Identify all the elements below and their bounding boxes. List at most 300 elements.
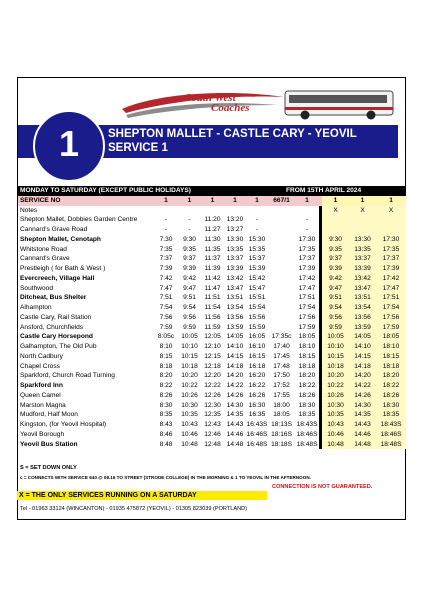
time-cell: 13:35	[226, 245, 244, 253]
time-cell: 17:47	[298, 284, 316, 292]
time-cell: 14:05	[349, 332, 376, 342]
time-cell: 14:48	[349, 440, 376, 450]
time-cell: 18:05	[273, 411, 290, 419]
stop-name: Cannard's Grave	[20, 255, 70, 263]
stop-row	[18, 362, 406, 372]
stop-name: Ansford, Churchfields	[20, 323, 84, 331]
time-cell: 9:59	[183, 323, 196, 331]
time-cell: 7:30	[159, 235, 173, 243]
time-cell: 7:59	[159, 323, 173, 331]
stop-name: Castle Cary, Rail Station	[20, 313, 92, 321]
time-cell	[154, 206, 178, 216]
stop-name: Yeovil Bus Station	[20, 440, 78, 448]
stop-row	[18, 215, 406, 225]
route-title-block	[108, 127, 357, 155]
stop-name: Yeovil Borough	[20, 430, 65, 438]
time-cell: 12:26	[204, 391, 221, 399]
time-cell: 11:20	[204, 216, 221, 224]
time-cell: 12:30	[204, 401, 221, 409]
time-cell: 18:16S	[271, 430, 292, 438]
time-cell: 10:30	[322, 401, 349, 411]
stop-name: Southwood	[20, 284, 53, 292]
time-cell: 15:39	[248, 265, 266, 272]
time-cell: 14:15	[226, 352, 244, 360]
stop-name: Castle Cary Horsepond	[20, 333, 93, 341]
time-cell: 11:59	[204, 323, 221, 331]
time-cell: 1	[201, 196, 224, 206]
route-number: 1	[58, 123, 80, 164]
time-cell: 14:26	[226, 391, 244, 399]
time-cell	[376, 215, 406, 225]
time-cell: 1	[224, 196, 246, 206]
time-cell: 18:30	[298, 401, 316, 409]
time-cell: 16:22	[248, 382, 266, 389]
time-cell	[224, 206, 246, 216]
service-number-row	[18, 196, 406, 206]
time-cell: 16:05	[248, 333, 266, 341]
stop-name: Cannard's Grave Road	[20, 226, 88, 233]
time-cell: 13:47	[226, 284, 244, 292]
time-cell: 16:46S	[246, 430, 268, 438]
time-cell: 17:30	[376, 235, 406, 245]
time-cell: 13:35	[349, 245, 376, 255]
time-cell: 14:05	[226, 333, 244, 341]
time-cell: 9:37	[183, 255, 196, 263]
telephone-line: Tel - 01963 33124 (WINCANTON) - 01935 475872 (YEOVIL) - 01305 823039 (PORTLAND)	[20, 506, 248, 512]
time-cell: 13:51	[226, 294, 244, 302]
time-cell	[178, 206, 201, 216]
time-cell: 16:43S	[246, 421, 268, 428]
time-cell	[349, 225, 376, 235]
time-cell: 9:39	[322, 264, 349, 274]
time-cell	[349, 215, 376, 225]
time-cell	[322, 215, 349, 225]
time-cell: 10:35	[322, 410, 349, 420]
time-cell: 18:43S	[296, 421, 318, 428]
time-cell: 13:30	[349, 235, 376, 245]
time-cell: 17:51	[376, 293, 406, 303]
time-cell: 7:54	[159, 304, 173, 311]
time-cell: 8:18	[159, 362, 173, 370]
time-cell: 16:10	[248, 343, 266, 350]
time-cell: 8:46	[159, 430, 173, 438]
time-cell: 1	[246, 196, 268, 206]
time-cell: 7:47	[159, 284, 173, 292]
stop-row	[18, 440, 406, 450]
time-cell: 11:56	[204, 313, 221, 321]
bus-icon	[283, 88, 396, 121]
time-cell: 8:15	[159, 352, 173, 360]
stop-name: Shepton Mallet, Cenotaph	[20, 235, 101, 243]
time-cell: 13:30	[226, 235, 244, 243]
time-cell: 12:48	[204, 440, 221, 448]
time-cell	[295, 206, 319, 216]
time-cell: 10:05	[181, 333, 198, 341]
stop-name: Sparkford, Church Road Turning	[20, 372, 115, 380]
stop-name: Evercreech, Village Hall	[20, 274, 95, 282]
time-cell: 17:56	[298, 313, 316, 321]
time-cell: 7:39	[159, 265, 173, 272]
time-cell: 16:26	[248, 391, 266, 399]
time-cell: 9:56	[322, 313, 349, 323]
time-cell: 17:59	[298, 323, 316, 331]
time-cell: 15:42	[248, 274, 266, 282]
time-cell	[268, 215, 295, 225]
time-cell	[268, 313, 295, 323]
time-cell: 9:30	[183, 235, 196, 243]
time-cell: 14:20	[349, 371, 376, 381]
time-cell: 17:30	[298, 235, 316, 243]
time-cell: 14:10	[349, 342, 376, 352]
time-cell: 11:47	[204, 284, 221, 292]
time-cell: 15:30	[248, 235, 266, 243]
time-cell: 10:10	[322, 342, 349, 352]
time-cell: 18:05	[298, 333, 316, 341]
time-cell: -	[305, 216, 309, 224]
time-cell: 10:20	[322, 371, 349, 381]
time-cell: 13:37	[349, 254, 376, 264]
time-cell: 1	[322, 196, 349, 206]
time-cell: 10:22	[181, 382, 198, 389]
logo-line2: Coaches	[211, 102, 250, 114]
time-cell: 14:30	[226, 401, 244, 409]
time-cell: 13:20	[226, 216, 244, 224]
time-cell: 11:35	[204, 245, 221, 253]
time-cell: 14:43	[226, 421, 244, 428]
time-cell: 14:22	[226, 382, 244, 389]
time-cell: 10:43	[322, 420, 349, 430]
time-cell: 8:48	[159, 440, 173, 448]
time-cell: 10:48	[181, 440, 198, 448]
stop-row	[18, 371, 406, 381]
time-cell: 9:54	[183, 304, 196, 311]
time-cell: 16:20	[248, 372, 266, 380]
time-cell: 18:46S	[376, 430, 406, 440]
stop-name: SERVICE NO	[18, 196, 154, 206]
time-cell: 14:15	[349, 352, 376, 362]
time-cell: X	[376, 206, 406, 216]
time-cell: 14:30	[349, 401, 376, 411]
time-cell: -	[188, 226, 191, 233]
time-cell	[376, 225, 406, 235]
time-cell: 13:42	[226, 274, 244, 282]
time-cell: 13:27	[226, 226, 244, 233]
time-cell: 11:42	[204, 274, 221, 282]
time-cell: 10:15	[322, 352, 349, 362]
time-cell	[268, 323, 295, 333]
time-cell: 10:15	[181, 352, 198, 360]
stop-name: Shepton Mallet, Dobbies Garden Centre	[20, 216, 138, 224]
stop-row	[18, 264, 406, 274]
time-cell	[322, 225, 349, 235]
stop-row	[18, 225, 406, 235]
time-cell: 14:18	[226, 362, 244, 370]
time-cell	[268, 264, 295, 274]
time-cell: 9:54	[322, 303, 349, 313]
time-cell: 18:35	[376, 410, 406, 420]
stop-name: Queen Camel	[20, 391, 61, 399]
time-cell: 17:52	[273, 382, 290, 389]
stop-row	[18, 381, 406, 391]
time-cell: 11:39	[204, 265, 221, 272]
time-cell: 18:00	[273, 401, 290, 409]
stop-name: North Cadbury	[20, 352, 63, 360]
time-cell: 10:43	[181, 421, 198, 428]
time-cell: 1	[295, 196, 319, 206]
time-cell: 11:37	[204, 255, 221, 263]
logo-line1: South West	[185, 92, 236, 104]
timetable-header-row	[18, 186, 406, 196]
time-cell: 17:45	[273, 352, 290, 360]
time-cell: -	[255, 226, 259, 233]
time-cell: 9:35	[183, 245, 196, 253]
saturday-note: X = THE ONLY SERVICES RUNNING ON A SATURDAY	[17, 491, 267, 500]
stop-row	[18, 323, 406, 333]
time-cell: 667/1	[268, 196, 295, 206]
stop-row	[18, 420, 406, 430]
stop-name: Sparkford Inn	[20, 382, 63, 389]
time-cell: 16:30	[248, 401, 266, 409]
time-cell: 9:39	[183, 265, 196, 272]
time-cell: 18:10	[376, 342, 406, 352]
stop-row	[18, 254, 406, 264]
time-cell: 14:35	[226, 411, 244, 419]
stop-row	[18, 410, 406, 420]
time-cell: 12:05	[204, 333, 221, 341]
time-cell: 17:37	[298, 255, 316, 263]
time-cell: 15:56	[248, 313, 266, 321]
time-cell: 17:54	[376, 303, 406, 313]
time-cell: 9:35	[322, 245, 349, 255]
footnote-not-guaranteed: CONNECTION IS NOT GUARANTEED.	[272, 484, 373, 490]
time-cell: 14:10	[226, 343, 244, 350]
stop-row	[18, 332, 406, 342]
time-cell: 15:51	[248, 294, 266, 302]
time-cell: 1	[349, 196, 376, 206]
time-cell: 14:18	[349, 362, 376, 372]
time-cell: 18:13S	[271, 421, 292, 428]
time-cell: 10:22	[322, 381, 349, 391]
time-cell	[268, 303, 295, 313]
time-cell: 10:35	[181, 411, 198, 419]
time-cell: 12:15	[204, 352, 221, 360]
time-cell: 14:26	[349, 391, 376, 401]
route-subtitle: SERVICE 1	[108, 142, 168, 154]
time-cell: 13:51	[349, 293, 376, 303]
time-cell: 7:35	[159, 245, 173, 253]
time-cell: 9:37	[322, 254, 349, 264]
time-cell: 17:48	[273, 362, 290, 370]
time-cell: 14:35	[349, 410, 376, 420]
time-cell: 10:05	[322, 332, 349, 342]
time-cell: -	[164, 226, 168, 233]
time-cell	[268, 284, 295, 294]
time-cell: 14:46	[349, 430, 376, 440]
time-cell: 13:56	[349, 313, 376, 323]
time-cell: 15:59	[248, 323, 266, 331]
time-cell: 14:20	[226, 372, 244, 380]
time-cell: 18:26	[298, 391, 316, 399]
time-cell: 15:54	[248, 304, 266, 311]
time-cell: 17:59	[376, 323, 406, 333]
time-cell: 10:30	[181, 401, 198, 409]
time-cell: 18:35	[298, 411, 316, 419]
stop-row	[18, 293, 406, 303]
time-cell: 16:35	[248, 411, 266, 419]
stop-name: Chapel Cross	[20, 362, 60, 370]
time-cell: 17:35c	[271, 333, 292, 341]
time-cell	[201, 206, 224, 216]
time-cell: 18:18S	[271, 440, 292, 448]
time-cell: 9:47	[183, 284, 196, 292]
time-cell	[268, 225, 295, 235]
stop-name: Whitstone Road	[20, 245, 67, 253]
route-title: SHEPTON MALLET - CASTLE CARY - YEOVIL	[108, 128, 357, 140]
time-cell: 10:18	[181, 362, 198, 370]
time-cell: 13:54	[226, 304, 244, 311]
valid-from-label: FROM 15TH APRIL 2024	[268, 186, 406, 196]
time-cell: X	[322, 206, 349, 216]
time-cell	[268, 254, 295, 264]
time-cell	[246, 206, 268, 216]
time-cell: 17:37	[376, 254, 406, 264]
time-cell: 16:48S	[246, 440, 268, 448]
time-cell: 8:30	[159, 401, 173, 409]
time-cell: 12:46	[204, 430, 221, 438]
time-cell	[268, 245, 295, 255]
time-cell: -	[305, 226, 309, 233]
stop-row	[18, 352, 406, 362]
stop-name: Galhampton, The Old Pub	[20, 343, 97, 350]
time-cell: 8:10	[159, 343, 173, 350]
time-cell: 18:10	[298, 343, 316, 350]
time-cell: 18:05	[376, 332, 406, 342]
footnote-set-down: S = SET DOWN ONLY	[20, 465, 77, 471]
time-cell: 17:40	[273, 343, 290, 350]
time-cell: 18:43S	[376, 420, 406, 430]
stop-row	[18, 235, 406, 245]
stop-row	[18, 313, 406, 323]
time-cell: 9:51	[183, 294, 196, 302]
stop-row	[18, 284, 406, 294]
time-cell: 10:10	[181, 343, 198, 350]
route-number-badge	[33, 110, 105, 182]
stop-row	[18, 274, 406, 284]
stop-row	[18, 391, 406, 401]
time-cell: 18:46S	[296, 430, 318, 438]
time-cell: 8:26	[159, 391, 173, 399]
time-cell: 18:26	[376, 391, 406, 401]
time-cell: 17:51	[298, 294, 316, 302]
time-cell: 12:20	[204, 372, 221, 380]
time-cell: 8:43	[159, 421, 173, 428]
time-cell: 13:37	[226, 255, 244, 263]
time-cell: 15:37	[248, 255, 266, 263]
stop-row	[18, 303, 406, 313]
time-cell: 9:42	[183, 274, 196, 282]
time-cell: 13:42	[349, 274, 376, 284]
time-cell: 9:47	[322, 284, 349, 294]
time-cell: 13:47	[349, 284, 376, 294]
stop-name: Kingston, (for Yeovil Hospital)	[20, 421, 107, 428]
time-cell	[268, 274, 295, 284]
time-cell	[268, 293, 295, 303]
stop-name: Notes	[20, 206, 38, 214]
time-cell: 17:50	[273, 372, 290, 380]
days-label: MONDAY TO SATURDAY (EXCEPT PUBLIC HOLIDAYS)	[18, 186, 268, 196]
time-cell: 10:20	[181, 372, 198, 380]
time-cell: 9:56	[183, 313, 196, 321]
time-cell	[268, 206, 295, 216]
time-cell: 7:56	[159, 313, 173, 321]
time-cell: 18:22	[298, 382, 316, 389]
time-cell: 18:22	[376, 381, 406, 391]
stop-row	[18, 245, 406, 255]
time-cell: 7:37	[159, 255, 173, 263]
time-cell: 17:54	[298, 304, 316, 311]
time-cell: 18:20	[298, 372, 316, 380]
time-cell: 17:39	[376, 264, 406, 274]
company-logo-text	[185, 93, 250, 113]
time-cell: 8:35	[159, 411, 173, 419]
time-cell: 18:15	[298, 352, 316, 360]
time-cell: 15:35	[248, 245, 266, 253]
time-cell: 17:35	[298, 245, 316, 253]
time-cell: 10:46	[181, 430, 198, 438]
time-cell: 10:26	[181, 391, 198, 399]
time-cell: 17:39	[298, 265, 316, 272]
stop-name: Alhampton	[20, 304, 52, 311]
time-cell: 16:15	[248, 352, 266, 360]
time-cell: 18:15	[376, 352, 406, 362]
time-cell: 7:51	[159, 294, 173, 302]
timetable	[18, 186, 406, 449]
time-cell: 18:48S	[376, 440, 406, 450]
time-cell: 13:59	[349, 323, 376, 333]
time-cell: 14:48	[226, 440, 244, 448]
time-cell: 11:30	[204, 235, 221, 243]
time-cell: 18:20	[376, 371, 406, 381]
time-cell: 9:51	[322, 293, 349, 303]
time-cell: 13:39	[349, 264, 376, 274]
stop-name: Prestleigh ( for Bath & West )	[20, 265, 106, 272]
time-cell: 13:54	[349, 303, 376, 313]
stop-row	[18, 430, 406, 440]
time-cell: 8:20	[159, 372, 173, 380]
time-cell: 10:26	[322, 391, 349, 401]
time-cell: 14:46	[226, 430, 244, 438]
time-cell: 14:43	[349, 420, 376, 430]
time-cell: 12:18	[204, 362, 221, 370]
time-cell: 9:59	[322, 323, 349, 333]
stop-name: Marston Magna	[20, 401, 66, 409]
time-cell: 12:35	[204, 411, 221, 419]
time-cell: 14:22	[349, 381, 376, 391]
time-cell: 7:42	[159, 274, 173, 282]
stop-row	[18, 342, 406, 352]
time-cell: X	[349, 206, 376, 216]
stop-row	[18, 401, 406, 411]
time-cell: 12:22	[204, 382, 221, 389]
time-cell: 12:43	[204, 421, 221, 428]
time-cell: 15:47	[248, 284, 266, 292]
time-cell: 18:18	[376, 362, 406, 372]
time-cell: 17:47	[376, 284, 406, 294]
time-cell: 9:42	[322, 274, 349, 284]
time-cell	[268, 235, 295, 245]
time-cell: 11:54	[204, 304, 221, 311]
time-cell: 11:27	[204, 226, 221, 233]
